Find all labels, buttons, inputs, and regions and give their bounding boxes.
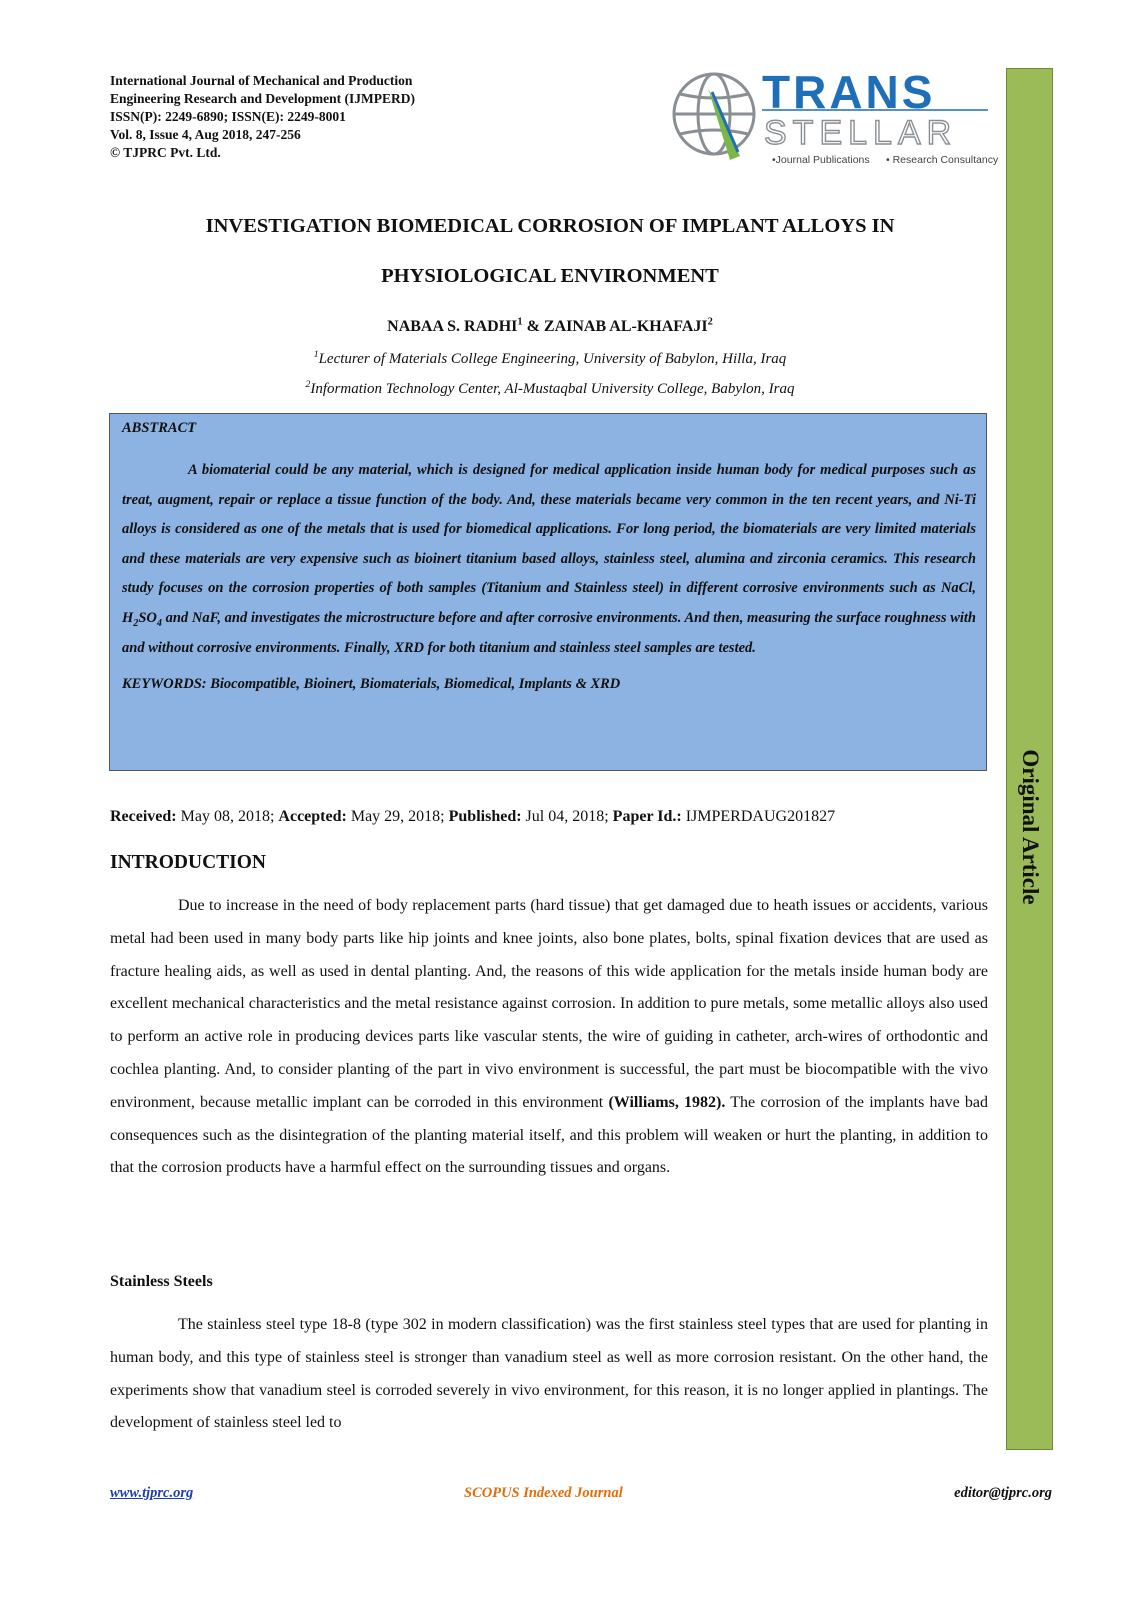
logo-word-trans: TRANS	[762, 66, 936, 118]
globe-icon	[674, 74, 754, 154]
affiliation-sup: 1	[313, 349, 319, 360]
publication-dates	[110, 808, 990, 826]
introduction-paragraph	[110, 890, 988, 1185]
introduction-heading: INTRODUCTION	[110, 852, 267, 873]
paper-title-line-1: INVESTIGATION BIOMEDICAL CORROSION OF IMPLANT ALLOYS IN	[205, 215, 895, 237]
journal-line: International Journal of Mechanical and Production	[110, 73, 413, 88]
journal-line: Vol. 8, Issue 4, Aug 2018, 247-256	[110, 127, 301, 142]
journal-line: ISSN(P): 2249-6890; ISSN(E): 2249-8001	[110, 109, 346, 124]
formula-part: H	[122, 609, 134, 626]
author-name: NABAA S. RADHI	[387, 318, 518, 335]
article-type-label: Original Article	[1017, 749, 1043, 905]
logo-word-stellar: STELLAR	[764, 114, 958, 152]
paper-id: IJMPERDAUG201827	[681, 808, 836, 825]
stainless-steels-heading: Stainless Steels	[110, 1273, 213, 1290]
affiliation-text: Information Technology Center, Al-Mustaqbal University College, Babylon, Iraq	[310, 381, 795, 397]
logo-tag-research: • Research Consultancy	[886, 154, 998, 166]
citation: (Williams, 1982).	[608, 1093, 726, 1111]
logo-tag-journal: •Journal Publications	[772, 154, 870, 166]
formula-sub: 2	[133, 617, 139, 629]
received-label: Received:	[110, 808, 177, 825]
stainless-steels-paragraph	[110, 1309, 988, 1440]
affiliation-sup: 2	[305, 379, 311, 390]
intro-text: Due to increase in the need of body replacement parts (hard tissue) that get damaged due to heath issues or accidents, various metal had been used in many body parts like hip joints and knee joints, also bone plates, bolts, spinal fixation devices that are used as fracture healing aids, as well as used in dental planting. And, the reasons of this wide application for the metals inside human body are excellent mechanical characteristics and the metal resistance against corrosion. In addition to pure metals, some metallic alloys also used to perform an active role in producing devices parts like vascular stents, the wire of guiding in catheter, arch-wires of orthodontic and cochlea planting. And, to consider planting of the part in vivo environment is successful, the part must be biocompatible with the vivo environment, because metallic implant can be corroded in this environment	[110, 897, 988, 1111]
formula-sub: 4	[156, 617, 162, 629]
affiliation-text: Lecturer of Materials College Engineering, University of Babylon, Hilla, Iraq	[318, 351, 787, 367]
author-sup: 1	[517, 316, 523, 328]
affiliation-2	[110, 381, 990, 398]
page-footer	[110, 1485, 1052, 1509]
author-connector: &	[522, 318, 544, 335]
abstract-box	[109, 413, 987, 771]
intro-text: The corrosion of the implants have bad consequences such as the disintegration of the planting material itself, and this problem will weaken or hurt the planting, in addition to that the corrosion products have a harmful effect on the surrounding tissues and organs.	[110, 1093, 988, 1177]
abstract-text-part: A biomaterial could be any material, which is designed for medical application inside human body for medical purposes such as treat, augment, repair or replace a tissue function of the body. And, these materials became very common in the ten recent years, and Ni-Ti alloys is considered as one of the metals that is used for biomedical applications. For long period, the biomaterials are very limited materials and these materials are very expensive such as bioinert titanium based alloys, stainless steel, alumina and zirconia ceramics. This research study focuses on the corrosion properties of both samples (Titanium and Stainless steel) in different corrosive environments such as NaCl,	[122, 462, 976, 597]
footer-indexing: SCOPUS Indexed Journal	[464, 1485, 623, 1501]
paper-id-label: Paper Id.:	[612, 808, 682, 825]
footer-email[interactable]: editor@tjprc.org	[954, 1485, 1052, 1501]
published-date: Jul 04, 2018;	[521, 808, 613, 825]
transstellar-logo	[668, 66, 998, 168]
affiliation-1	[110, 351, 990, 368]
stainless-text: The stainless steel type 18-8 (type 302 in modern classification) was the first stainless steel types that are used for planting in human body, and this type of stainless steel is stronger than vanadium steel as well as more corrosion resistant. On the other hand, the experiments show that vanadium steel is corroded severely in vivo environment, for this reason, it is no longer applied in plantings. The development of stainless steel led to	[110, 1316, 988, 1432]
journal-line: © TJPRC Pvt. Ltd.	[110, 145, 221, 160]
article-type-sidebar	[1006, 68, 1053, 1450]
author-sup: 2	[707, 316, 713, 328]
received-date: May 08, 2018;	[176, 808, 279, 825]
abstract-text-part: and NaF, and investigates the microstructure before and after corrosive environments. And then, measuring the surface roughness with and without corrosive environments. Finally, XRD for both titanium and stainless steel samples are tested.	[122, 609, 976, 656]
paper-title-line-2: PHYSIOLOGICAL ENVIRONMENT	[381, 265, 719, 287]
accepted-label: Accepted:	[278, 808, 347, 825]
author-name: ZAINAB AL-KHAFAJI	[543, 318, 708, 335]
abstract-text	[122, 456, 976, 663]
journal-info	[110, 72, 530, 162]
authors	[110, 318, 990, 336]
journal-line: Engineering Research and Development (IJMPERD)	[110, 91, 415, 106]
abstract-heading: ABSTRACT	[122, 420, 197, 436]
formula-part: SO	[138, 609, 157, 626]
footer-website-link[interactable]: www.tjprc.org	[110, 1485, 194, 1501]
published-label: Published:	[448, 808, 522, 825]
keywords: KEYWORDS: Biocompatible, Bioinert, Biomaterials, Biomedical, Implants & XRD	[122, 676, 621, 693]
accepted-date: May 29, 2018;	[346, 808, 449, 825]
